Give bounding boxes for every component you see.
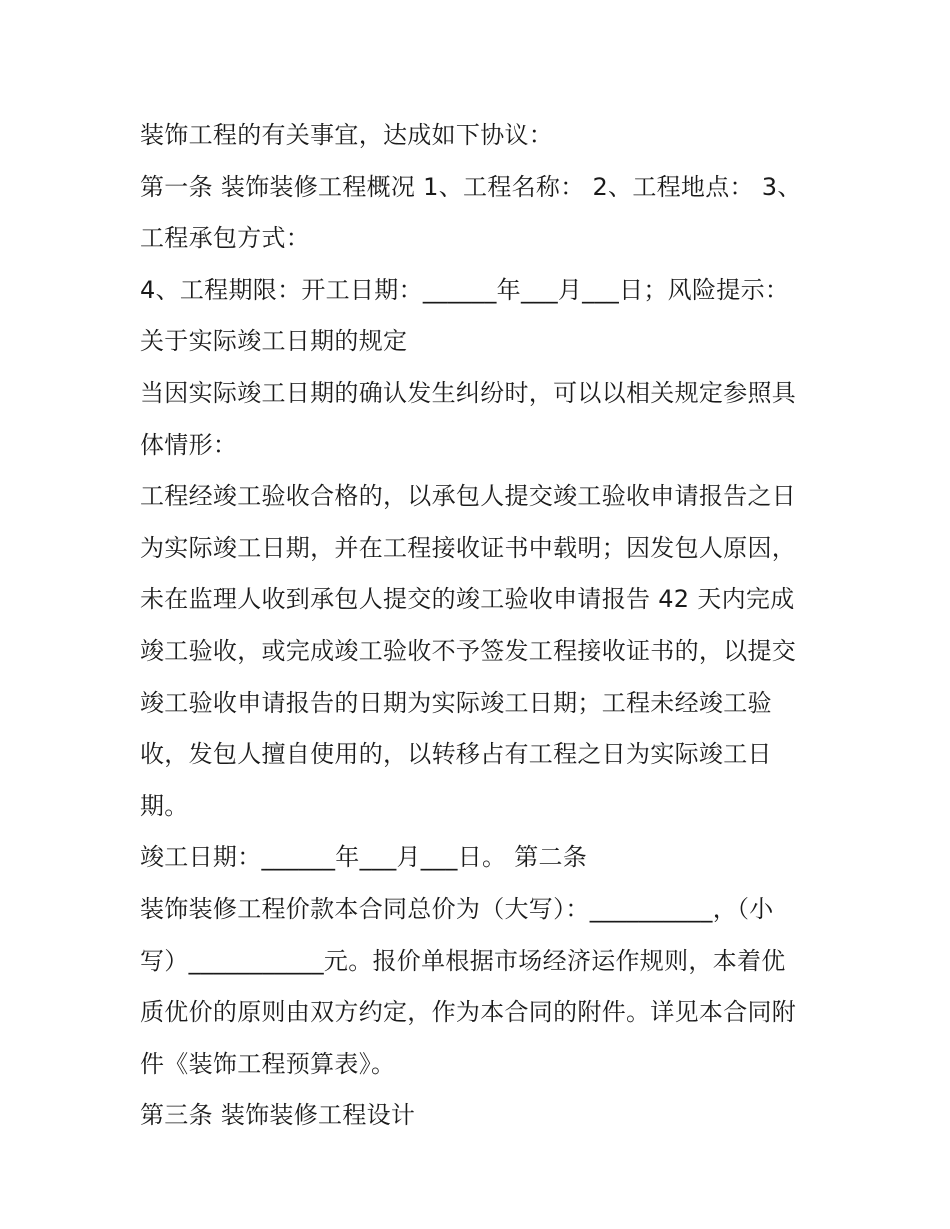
text-line: 未在监理人收到承包人提交的竣工验收申请报告 42 天内完成 xyxy=(140,585,795,614)
text-line: 件《装饰工程预算表》。 xyxy=(140,1049,396,1078)
text-line: 第三条 装饰装修工程设计 xyxy=(140,1101,416,1130)
text-line: 当因实际竣工日期的确认发生纠纷时，可以以相关规定参照具 xyxy=(140,378,797,407)
text-line: 竣工验收，或完成竣工验收不予签发工程接收证书的，以提交 xyxy=(140,636,797,665)
text-line: 装饰装修工程价款本合同总价为（大写）：__________，（小 xyxy=(140,894,774,923)
text-line: 竣工日期：______年___月___日。 第二条 xyxy=(140,843,588,872)
text-line: 写）___________元。报价单根据市场经济运作规则，本着优 xyxy=(140,946,786,975)
text-line: 工程承包方式： xyxy=(140,224,311,253)
text-line: 为实际竣工日期，并在工程接收证书中载明；因发包人原因， xyxy=(140,533,797,562)
text-line: 第一条 装饰装修工程概况 1、工程名称： 2、工程地点： 3、 xyxy=(140,172,802,201)
text-line: 收，发包人擅自使用的，以转移占有工程之日为实际竣工日 xyxy=(140,740,772,769)
text-line: 质优价的原则由双方约定，作为本合同的附件。详见本合同附 xyxy=(140,998,797,1027)
text-line: 竣工验收申请报告的日期为实际竣工日期；工程未经竣工验 xyxy=(140,688,772,717)
text-line: 4、工程期限：开工日期：______年___月___日；风险提示： xyxy=(140,275,790,304)
document-body xyxy=(140,110,820,1142)
text-line: 关于实际竣工日期的规定 xyxy=(140,327,408,356)
text-line: 体情形： xyxy=(140,430,238,459)
text-line: 期。 xyxy=(140,791,189,820)
text-line: 工程经竣工验收合格的，以承包人提交竣工验收申请报告之日 xyxy=(140,482,797,511)
text-line: 装饰工程的有关事宜，达成如下协议： xyxy=(140,121,554,149)
